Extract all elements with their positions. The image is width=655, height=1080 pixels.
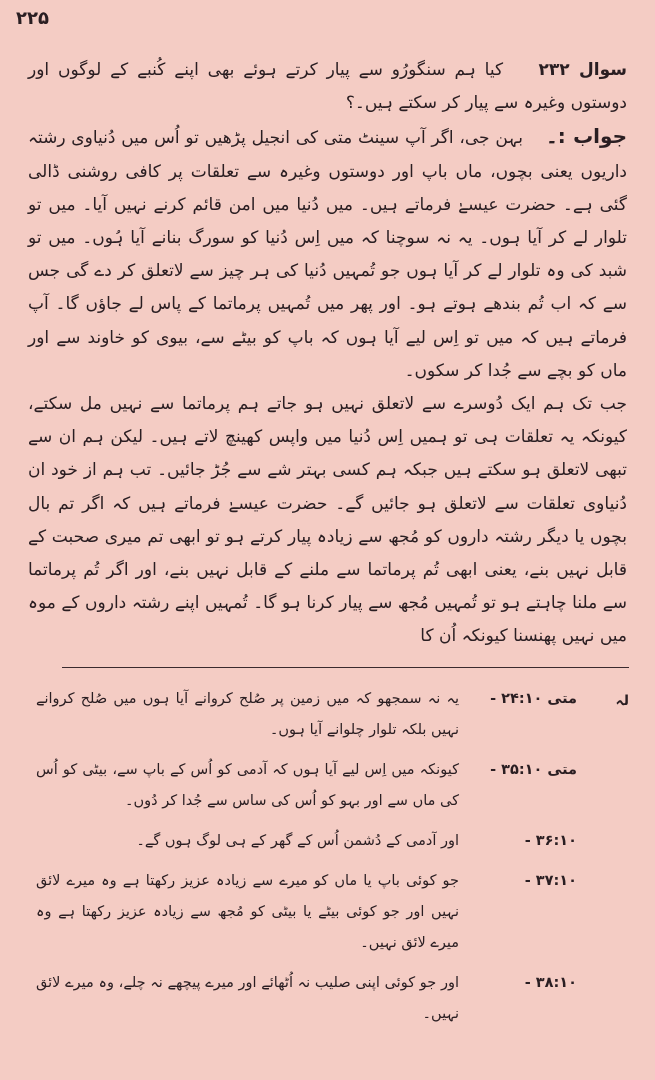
footnote-text: یہ نہ سمجھو کہ میں زمین پر صُلح کروانے آیا ہوں میں صُلح کروانے نہیں بلکہ تلوار چلوانے آیا ہوں۔ (36, 691, 459, 738)
answer-paragraph-2 (28, 388, 627, 654)
question-text: کیا ہم سنگورُو سے پیار کرتے ہوئے بھی اپنے کُنبے کے لوگوں اور دوستوں وغیرہ سے پیار کر سکتے ہیں۔؟ (28, 60, 627, 114)
footnote-item (28, 826, 577, 857)
footnote-reference: متی ۳۵:۱۰ - (490, 762, 577, 778)
footnote-reference: ۳۸:۱۰ - (524, 975, 577, 991)
page-number: ۲۲۵ (16, 8, 49, 29)
answer-paragraph (28, 120, 627, 388)
main-text (28, 54, 627, 654)
footnote-text: کیونکہ میں اِس لیے آیا ہوں کہ آدمی کو اُس کے باپ سے، بیٹی کو اُس کی ماں سے اور بہو کو اُس کی ساس سے جُدا کر دُوں۔ (36, 762, 459, 809)
footnote-reference: متی ۲۴:۱۰ - (490, 691, 577, 707)
footnote-item (28, 866, 577, 959)
footnote-text: جو کوئی باپ یا ماں کو میرے سے زیادہ عزیز رکھتا ہے وہ میرے لائق نہیں اور جو کوئی بیٹے یا بیٹی کو مُجھ سے زیادہ عزیز رکھتا ہے وہ میرے لائق نہیں۔ (36, 873, 459, 951)
answer-text: بہن جی، اگر آپ سینٹ متی کی انجیل پڑھیں تو اُس میں دُنیاوی رشتہ داریوں یعنی بچوں، ماں باپ اور دوستوں وغیرہ سے تعلقات پر کافی روشنی ڈالی گئی ہے۔ حضرت عیسےٰ فرماتے ہیں۔ میں دُنیا میں امن قائم کرنے نہیں آیا۔ میں تو تلوار لے کر آیا ہوں۔ یہ نہ سوچنا کہ میں اِس دُنیا کو سورگ بنانے آیا ہُوں۔ میں تو شبد کی وہ تلوار لے کر آیا ہوں جو تُمہیں دُنیا کی ہر چیز سے لاتعلق کر دے گی جس سے کہ اب تُم بندھے ہوتے ہو۔ اور پھر میں تُمہیں پرماتما کے پاس لے جاؤں گا۔ آپ فرماتے ہیں کہ میں تو اِس لیے آیا ہوں کہ باپ کو بیٹے سے، بیوی کو خاوند سے اور ماں کو بچے سے جُدا کر سکوں۔ (28, 128, 627, 381)
footnote-text: اور آدمی کے دُشمن اُس کے گھر کے ہی لوگ ہوں گے۔ (136, 833, 459, 849)
footnote-marker: لہ (615, 693, 629, 709)
footnotes (28, 684, 629, 1039)
answer-text-2: جب تک ہم ایک دُوسرے سے لاتعلق نہیں ہو جاتے ہم پرماتما سے نہیں مل سکتے، کیونکہ یہ تعلقات ہی تو ہمیں اِس دُنیا میں واپس کھینچ لاتے ہیں۔ لیکن ہم ان سے تبھی لاتعلق ہو سکتے ہیں جبکہ ہم کسی بہتر شے سے جُڑ جائیں۔ تب ہم از خود ان دُنیاوی تعلقات سے لاتعلق ہو جائیں گے۔ حضرت عیسےٰ فرماتے ہیں کہ اگر تم بال بچوں یا دیگر رشتہ داروں کو مُجھ سے زیادہ پیار کرتے ہو تو ابھی تم میری صحبت کے قابل نہیں بنے، یعنی ابھی تُم پرماتما سے ملنے کے قابل نہیں بنے، اور اگر تُم پرماتما سے ملنا چاہتے ہو تو تُمہیں مُجھ سے پیار کرنا ہو گا۔ تُمہیں اپنے رشتہ داروں کے موہ میں نہیں پھنسنا کیونکہ اُن کا (28, 394, 627, 647)
footnote-reference: ۳۶:۱۰ - (524, 833, 577, 849)
footnote-reference: ۳۷:۱۰ - (524, 873, 577, 889)
question-paragraph (28, 54, 627, 120)
footnote-divider (62, 667, 629, 668)
question-label: سوال ۲۳۲ (538, 60, 627, 80)
answer-label: جواب :۔ (546, 124, 627, 149)
footnote-item (28, 968, 577, 1030)
footnote-text: اور جو کوئی اپنی صلیب نہ اُٹھائے اور میرے پیچھے نہ چلے، وہ میرے لائق نہیں۔ (36, 975, 459, 1022)
footnote-item (28, 755, 577, 817)
footnote-item (28, 684, 577, 746)
